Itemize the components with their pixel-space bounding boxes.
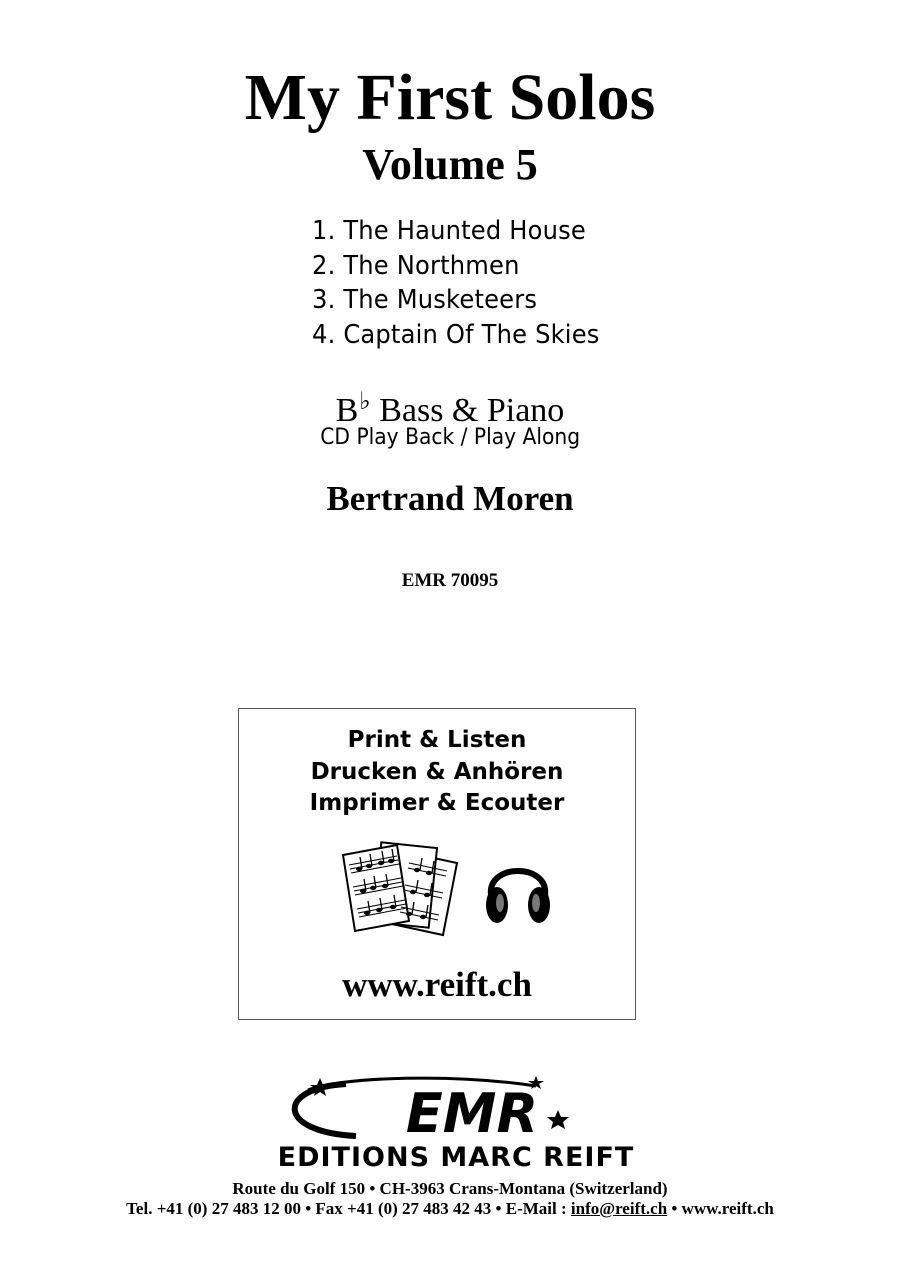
track-item: 3. The Musketeers [312, 285, 538, 315]
track-item: 1. The Haunted House [312, 216, 586, 246]
title: My First Solos [244, 61, 656, 134]
emr-logo [236, 1070, 676, 1172]
headphones-icon [483, 849, 553, 929]
email-link[interactable]: info@reift.ch [570, 1199, 668, 1218]
cd-playback-line [0, 424, 900, 452]
promo-website: www.reift.ch [342, 965, 532, 1004]
publisher-name: EDITIONS MARC REIFT [277, 1142, 635, 1172]
volume-subtitle: Volume 5 [362, 140, 538, 189]
track-item: 4. Captain Of The Skies [312, 319, 600, 350]
promo-line-french: Imprimer & Ecouter [309, 790, 565, 816]
cd-playback-text: CD Play Back / Play Along [320, 425, 580, 450]
promo-line-english: Print & Listen [347, 727, 527, 753]
track-list [312, 214, 621, 352]
track-item: 2. The Northmen [312, 250, 520, 281]
promo-line-german: Drucken & Anhören [310, 759, 564, 785]
publisher-address: Route du Golf 150 • CH-3963 Crans-Montana (Switzerland) [232, 1179, 668, 1198]
sheet-music-icon [339, 841, 469, 941]
composer: Bertrand Moren [326, 479, 574, 518]
publisher-contact [0, 1198, 900, 1220]
flat-symbol: ♭ [359, 389, 371, 415]
instrument-name: Bass & Piano [379, 392, 565, 429]
catalog-number: EMR 70095 [401, 570, 499, 591]
print-listen-box [238, 708, 636, 1020]
contact-phone-fax: Tel. +41 (0) 27 483 12 00 • Fax +41 (0) 27 483 42 43 • E-Mail : [126, 1199, 571, 1218]
instrument-letter: B [335, 392, 359, 429]
contact-website[interactable]: • www.reift.ch [667, 1199, 774, 1218]
logo-text: EMR [405, 1082, 539, 1145]
